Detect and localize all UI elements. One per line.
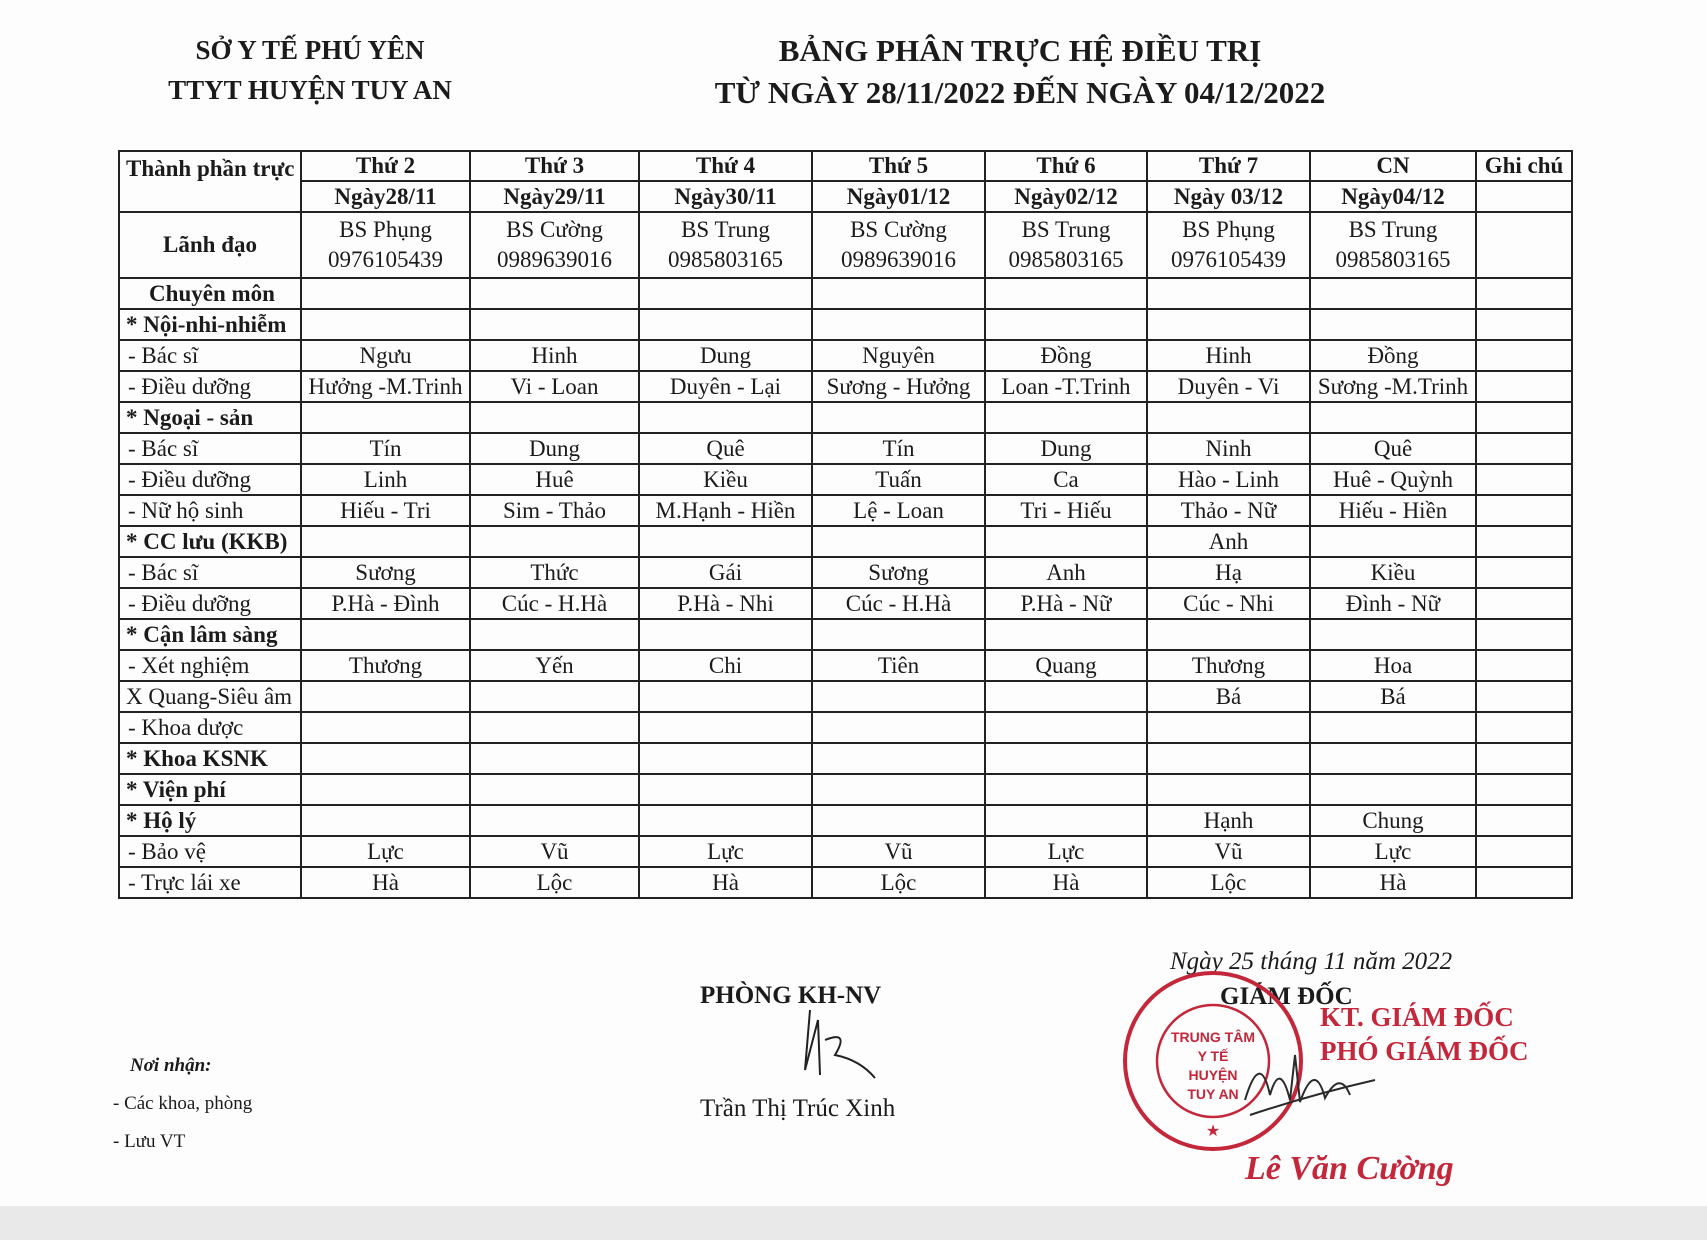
schedule-cell [639, 278, 812, 309]
note-cell [1476, 495, 1572, 526]
row-label: - Nữ hộ sinh [119, 495, 301, 526]
document-subtitle: TỪ NGÀY 28/11/2022 ĐẾN NGÀY 04/12/2022 [714, 75, 1326, 110]
schedule-cell: M.Hạnh - Hiền [639, 495, 812, 526]
table-row [119, 681, 1572, 712]
note-cell [1476, 371, 1572, 402]
schedule-cell [1147, 309, 1310, 340]
schedule-cell [1310, 743, 1476, 774]
schedule-cell: P.Hà - Nữ [985, 588, 1147, 619]
schedule-cell: Quê [639, 433, 812, 464]
schedule-cell: Lực [301, 836, 470, 867]
schedule-cell: Tín [301, 433, 470, 464]
schedule-cell [1310, 309, 1476, 340]
leader-name: BS Trung [681, 217, 770, 242]
leader-name: BS Trung [1021, 217, 1111, 242]
svg-text:★: ★ [1205, 1123, 1221, 1140]
schedule-cell [1147, 278, 1310, 309]
schedule-cell: Hà [639, 867, 812, 898]
leader-name: BS Phụng [1182, 217, 1275, 242]
schedule-cell [301, 743, 470, 774]
schedule-cell: Hinh [1147, 340, 1310, 371]
note-cell [1476, 774, 1572, 805]
schedule-cell: Ngưu [301, 340, 470, 371]
table-row [119, 402, 1572, 433]
day-header: Thứ 6 [985, 151, 1147, 181]
schedule-cell [1147, 619, 1310, 650]
note-cell [1476, 588, 1572, 619]
schedule-cell: Hà [1310, 867, 1476, 898]
document-title: BẢNG PHÂN TRỰC HỆ ĐIỀU TRỊ [778, 33, 1262, 68]
note-cell [1476, 433, 1572, 464]
table-row [119, 526, 1572, 557]
duty-schedule-table [118, 150, 1573, 899]
schedule-cell: Hưởng -M.Trinh [301, 371, 470, 402]
schedule-cell: Lộc [812, 867, 985, 898]
row-label: X Quang-Siêu âm [119, 681, 301, 712]
date-header: Ngày 03/12 [1147, 181, 1310, 212]
schedule-cell [985, 774, 1147, 805]
recipient-item: - Các khoa, phòng [113, 1093, 253, 1114]
page-bottom-edge [0, 1206, 1707, 1240]
row-label: * Khoa KSNK [119, 743, 301, 774]
signing-date: Ngày 25 tháng 11 năm 2022 [1170, 948, 1453, 975]
schedule-cell: Lệ - Loan [812, 495, 985, 526]
note-cell [1476, 526, 1572, 557]
schedule-cell: Quê [1310, 433, 1476, 464]
schedule-cell [812, 743, 985, 774]
note-cell [1476, 650, 1572, 681]
schedule-cell: Dung [639, 340, 812, 371]
day-header: CN [1310, 151, 1476, 181]
row-label: - Điều dưỡng [119, 371, 301, 402]
director-signature [1240, 1040, 1380, 1130]
schedule-cell: Anh [985, 557, 1147, 588]
leader-cell [985, 212, 1147, 278]
note-cell [1476, 557, 1572, 588]
row-label: * Ngoại - sản [119, 402, 301, 433]
schedule-cell: Hinh [470, 340, 639, 371]
schedule-cell: Sương [301, 557, 470, 588]
schedule-cell: Tín [812, 433, 985, 464]
schedule-cell [639, 805, 812, 836]
schedule-cell [985, 712, 1147, 743]
schedule-cell: Thảo - Nữ [1147, 495, 1310, 526]
leader-cell [301, 212, 470, 278]
schedule-cell [470, 743, 639, 774]
leader-phone: 0985803165 [1335, 247, 1451, 272]
schedule-cell: Anh [1147, 526, 1310, 557]
leader-phone: 0976105439 [328, 247, 443, 272]
recipients-title: Nơi nhận: [130, 1055, 212, 1076]
kt-line-1: KT. GIÁM ĐỐC [1320, 1002, 1514, 1032]
row-label: - Bác sĩ [119, 557, 301, 588]
schedule-cell [301, 712, 470, 743]
schedule-cell [812, 681, 985, 712]
table-row [119, 743, 1572, 774]
schedule-cell: Chi [639, 650, 812, 681]
schedule-cell: Ca [985, 464, 1147, 495]
schedule-cell [301, 774, 470, 805]
leader-name: BS Phụng [339, 217, 432, 242]
document-title-block [640, 30, 1400, 114]
schedule-cell: Thức [470, 557, 639, 588]
schedule-cell [639, 309, 812, 340]
schedule-cell [639, 712, 812, 743]
note-cell [1476, 278, 1572, 309]
note-cell [1476, 743, 1572, 774]
schedule-cell: Hiếu - Tri [301, 495, 470, 526]
schedule-cell [1310, 619, 1476, 650]
note-cell [1476, 402, 1572, 433]
schedule-cell [470, 278, 639, 309]
row-label: - Bác sĩ [119, 340, 301, 371]
leader-cell [470, 212, 639, 278]
schedule-cell: Lực [639, 836, 812, 867]
schedule-cell: Huê [470, 464, 639, 495]
schedule-cell [639, 619, 812, 650]
schedule-cell: Loan -T.Trinh [985, 371, 1147, 402]
schedule-cell: Kiều [639, 464, 812, 495]
leader-cell [1310, 212, 1476, 278]
schedule-cell [301, 526, 470, 557]
schedule-cell [1310, 402, 1476, 433]
svg-text:Y TẾ: Y TẾ [1197, 1048, 1229, 1064]
corner-label: Thành phần trực [119, 151, 301, 212]
schedule-cell [812, 309, 985, 340]
schedule-cell: Thương [301, 650, 470, 681]
schedule-cell: Sương [812, 557, 985, 588]
schedule-cell: Đồng [985, 340, 1147, 371]
schedule-cell [301, 309, 470, 340]
note-cell [1476, 340, 1572, 371]
date-header: Ngày04/12 [1310, 181, 1476, 212]
leader-phone: 0989639016 [497, 247, 612, 272]
row-label: - Điều dưỡng [119, 464, 301, 495]
director-signer-name: Lê Văn Cường [1245, 1150, 1454, 1187]
schedule-cell: Tri - Hiếu [985, 495, 1147, 526]
leader-row [119, 212, 1572, 278]
svg-text:TRUNG TÂM: TRUNG TÂM [1171, 1029, 1255, 1045]
schedule-cell [812, 619, 985, 650]
note-cell [1476, 836, 1572, 867]
schedule-cell: P.Hà - Đình [301, 588, 470, 619]
leader-cell [1147, 212, 1310, 278]
schedule-cell [1147, 774, 1310, 805]
table-row [119, 278, 1572, 309]
date-header: Ngày28/11 [301, 181, 470, 212]
schedule-cell [1147, 402, 1310, 433]
note-cell [1476, 681, 1572, 712]
day-header: Thứ 3 [470, 151, 639, 181]
schedule-cell: Gái [639, 557, 812, 588]
organization-header [140, 30, 480, 110]
schedule-cell: Vũ [470, 836, 639, 867]
table-row [119, 340, 1572, 371]
recipient-item: - Lưu VT [113, 1131, 186, 1152]
schedule-cell [639, 526, 812, 557]
schedule-cell: Hiếu - Hiền [1310, 495, 1476, 526]
svg-text:HUYỆN: HUYỆN [1188, 1067, 1238, 1083]
schedule-cell: Vũ [1147, 836, 1310, 867]
schedule-cell [470, 681, 639, 712]
note-header: Ghi chú [1476, 151, 1572, 181]
schedule-cell [301, 278, 470, 309]
schedule-cell [470, 402, 639, 433]
date-header: Ngày29/11 [470, 181, 639, 212]
schedule-cell [985, 743, 1147, 774]
header-row-dates [119, 181, 1572, 212]
row-label: * Viện phí [119, 774, 301, 805]
table-row [119, 371, 1572, 402]
schedule-cell: Tiên [812, 650, 985, 681]
schedule-cell [470, 774, 639, 805]
row-label: * Cận lâm sàng [119, 619, 301, 650]
schedule-cell: Đồng [1310, 340, 1476, 371]
schedule-cell [1147, 743, 1310, 774]
schedule-cell: Cúc - Nhi [1147, 588, 1310, 619]
schedule-cell: Hạ [1147, 557, 1310, 588]
table-row [119, 309, 1572, 340]
schedule-cell: Thương [1147, 650, 1310, 681]
schedule-cell: Huê - Quỳnh [1310, 464, 1476, 495]
schedule-cell [639, 402, 812, 433]
schedule-cell: Nguyên [812, 340, 985, 371]
note-cell [1476, 867, 1572, 898]
schedule-cell [301, 619, 470, 650]
schedule-cell: Dung [470, 433, 639, 464]
schedule-cell: Đình - Nữ [1310, 588, 1476, 619]
schedule-cell: Bá [1310, 681, 1476, 712]
department-signer-name: Trần Thị Trúc Xinh [700, 1095, 896, 1122]
schedule-cell: Hà [985, 867, 1147, 898]
schedule-cell [1147, 712, 1310, 743]
schedule-cell [639, 774, 812, 805]
schedule-cell: Tuấn [812, 464, 985, 495]
note-cell [1476, 464, 1572, 495]
day-header: Thứ 5 [812, 151, 985, 181]
schedule-cell: Cúc - H.Hà [470, 588, 639, 619]
schedule-cell [470, 712, 639, 743]
row-label: - Xét nghiệm [119, 650, 301, 681]
schedule-cell [470, 309, 639, 340]
row-label: - Bảo vệ [119, 836, 301, 867]
row-label: Chuyên môn [119, 278, 301, 309]
day-header: Thứ 7 [1147, 151, 1310, 181]
leader-phone: 0985803165 [668, 247, 783, 272]
schedule-cell: Hạnh [1147, 805, 1310, 836]
date-header: Ngày02/12 [985, 181, 1147, 212]
table-row [119, 712, 1572, 743]
schedule-cell [812, 712, 985, 743]
note-cell [1476, 212, 1572, 278]
schedule-cell: Vi - Loan [470, 371, 639, 402]
leader-phone: 0985803165 [1008, 247, 1124, 272]
schedule-cell: Sương - Hưởng [812, 371, 985, 402]
table-row [119, 774, 1572, 805]
schedule-cell [985, 526, 1147, 557]
schedule-cell [1310, 774, 1476, 805]
schedule-cell [985, 619, 1147, 650]
note-cell [1476, 181, 1572, 212]
day-header: Thứ 2 [301, 151, 470, 181]
director-title: GIÁM ĐỐC [1220, 983, 1353, 1010]
schedule-cell: Dung [985, 433, 1147, 464]
table-row [119, 588, 1572, 619]
day-header: Thứ 4 [639, 151, 812, 181]
schedule-cell: Hào - Linh [1147, 464, 1310, 495]
schedule-cell: P.Hà - Nhi [639, 588, 812, 619]
schedule-cell: Lộc [470, 867, 639, 898]
table-row [119, 867, 1572, 898]
date-header: Ngày30/11 [639, 181, 812, 212]
schedule-cell [985, 402, 1147, 433]
schedule-cell: Lộc [1147, 867, 1310, 898]
table-row [119, 836, 1572, 867]
schedule-cell [1310, 526, 1476, 557]
org-line-1: SỞ Y TẾ PHÚ YÊN [195, 35, 425, 65]
schedule-cell: Ninh [1147, 433, 1310, 464]
schedule-cell [301, 805, 470, 836]
leader-phone: 0989639016 [841, 247, 956, 272]
schedule-cell: Lực [1310, 836, 1476, 867]
schedule-cell [470, 805, 639, 836]
row-label: * Hộ lý [119, 805, 301, 836]
schedule-cell [470, 526, 639, 557]
schedule-cell: Sương -M.Trinh [1310, 371, 1476, 402]
schedule-cell: Lực [985, 836, 1147, 867]
leader-name: BS Cường [506, 217, 603, 242]
leader-phone: 0976105439 [1171, 247, 1286, 272]
schedule-cell [1310, 278, 1476, 309]
leader-name: BS Trung [1348, 217, 1438, 242]
note-cell [1476, 309, 1572, 340]
schedule-cell: Kiều [1310, 557, 1476, 588]
svg-text:TUY AN: TUY AN [1187, 1086, 1239, 1102]
schedule-cell [470, 619, 639, 650]
schedule-cell [301, 402, 470, 433]
table-row [119, 557, 1572, 588]
row-label: - Trực lái xe [119, 867, 301, 898]
schedule-cell [812, 526, 985, 557]
schedule-cell: Duyên - Vi [1147, 371, 1310, 402]
note-cell [1476, 805, 1572, 836]
table-row [119, 619, 1572, 650]
leader-label: Lãnh đạo [119, 212, 301, 278]
table-row [119, 433, 1572, 464]
schedule-cell [301, 681, 470, 712]
schedule-cell [639, 681, 812, 712]
schedule-cell [985, 805, 1147, 836]
org-line-2: TTYT HUYỆN TUY AN [168, 75, 452, 105]
department-title: PHÒNG KH-NV [700, 982, 882, 1009]
schedule-cell [985, 681, 1147, 712]
schedule-cell [812, 774, 985, 805]
leader-cell [812, 212, 985, 278]
row-label: * Nội-nhi-nhiễm [119, 309, 301, 340]
kt-line-2: PHÓ GIÁM ĐỐC [1320, 1036, 1529, 1066]
schedule-cell [985, 309, 1147, 340]
schedule-cell: Duyên - Lại [639, 371, 812, 402]
schedule-cell: Sim - Thảo [470, 495, 639, 526]
schedule-cell: Vũ [812, 836, 985, 867]
note-cell [1476, 619, 1572, 650]
row-label: - Khoa dược [119, 712, 301, 743]
schedule-cell [639, 743, 812, 774]
schedule-cell [812, 805, 985, 836]
schedule-cell [812, 278, 985, 309]
table-row [119, 805, 1572, 836]
leader-cell [639, 212, 812, 278]
department-signature [790, 1000, 890, 1090]
schedule-cell: Chung [1310, 805, 1476, 836]
schedule-cell [985, 278, 1147, 309]
schedule-cell: Yến [470, 650, 639, 681]
table-row [119, 650, 1572, 681]
table-row [119, 464, 1572, 495]
header-row-days [119, 151, 1572, 181]
leader-name: BS Cường [850, 217, 947, 242]
row-label: - Bác sĩ [119, 433, 301, 464]
schedule-cell: Linh [301, 464, 470, 495]
row-label: - Điều dưỡng [119, 588, 301, 619]
note-cell [1476, 712, 1572, 743]
date-header: Ngày01/12 [812, 181, 985, 212]
schedule-cell [812, 402, 985, 433]
table-row [119, 495, 1572, 526]
row-label: * CC lưu (KKB) [119, 526, 301, 557]
schedule-cell: Quang [985, 650, 1147, 681]
schedule-cell: Bá [1147, 681, 1310, 712]
schedule-cell: Hà [301, 867, 470, 898]
schedule-cell: Cúc - H.Hà [812, 588, 985, 619]
schedule-cell [1310, 712, 1476, 743]
schedule-cell: Hoa [1310, 650, 1476, 681]
